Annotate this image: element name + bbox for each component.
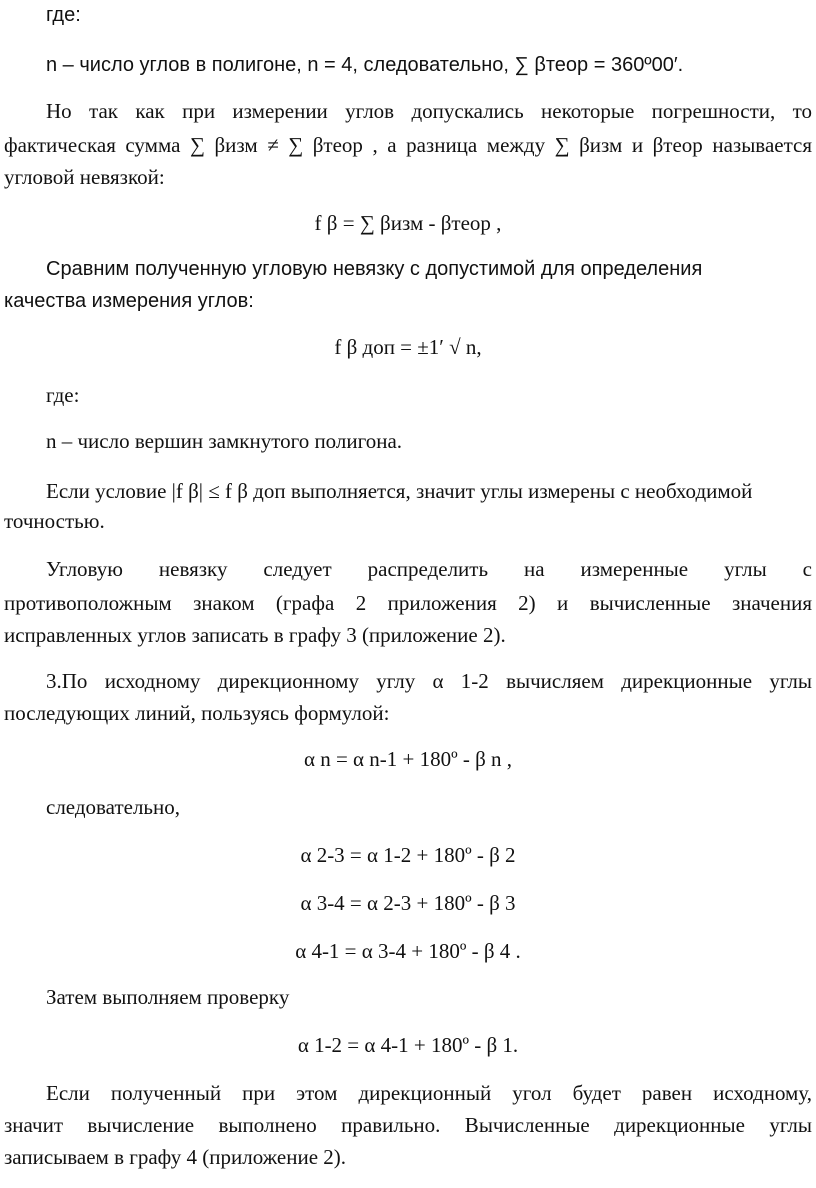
- paragraph-vertex-count: n – число вершин замкнутого полигона.: [46, 429, 403, 453]
- formula-angular-misclosure: f β = ∑ βизм - βтеор ,: [314, 211, 502, 235]
- paragraph-compare-line-2: качества измерения углов:: [4, 290, 254, 312]
- where-label-2: где:: [46, 383, 80, 407]
- paragraph-directional-line-2: последующих линий, пользуясь формулой:: [4, 701, 390, 725]
- paragraph-distribute-line-2: противоположным знаком (графа 2 приложения 2) и вычисленные значения: [4, 591, 812, 615]
- paragraph-angle-count: n – число углов в полигоне, n = 4, следовательно, ∑ βтеор = 360º00′.: [46, 54, 684, 76]
- formula-alpha-3-4: α 3-4 = α 2-3 + 180º - β 3: [300, 891, 516, 915]
- formula-alpha-4-1: α 4-1 = α 3-4 + 180º - β 4 .: [295, 939, 521, 963]
- formula-alpha-1-2-check: α 1-2 = α 4-1 + 180º - β 1.: [297, 1033, 519, 1057]
- formula-alpha-2-3: α 2-3 = α 1-2 + 180º - β 2: [300, 843, 516, 867]
- formula-allowable-misclosure: f β доп = ±1′ √ n,: [334, 335, 482, 359]
- paragraph-check: Затем выполняем проверку: [46, 985, 290, 1009]
- paragraph-condition-line-2: точностью.: [4, 509, 105, 533]
- paragraph-measurement-line-3: угловой невязкой:: [4, 165, 165, 189]
- paragraph-result-line-1: Если полученный при этом дирекционный угол будет равен исходному,: [46, 1081, 812, 1105]
- paragraph-result-line-2: значит вычисление выполнено правильно. Вычисленные дирекционные углы: [4, 1113, 812, 1137]
- where-label-1: где:: [46, 4, 81, 26]
- paragraph-compare-line-1: Сравним полученную угловую невязку с допустимой для определения: [46, 258, 703, 280]
- paragraph-directional-line-1: 3.По исходному дирекционному углу α 1-2 вычисляем дирекционные углы: [46, 669, 812, 693]
- formula-directional-general: α n = α n-1 + 180º - β n ,: [303, 747, 513, 771]
- paragraph-distribute-line-3: исправленных углов записать в графу 3 (приложение 2).: [4, 623, 506, 647]
- paragraph-measurement-line-2: фактическая сумма ∑ βизм ≠ ∑ βтеор , а разница между ∑ βизм и βтеор называется: [4, 133, 812, 157]
- paragraph-measurement-line-1: Но так как при измерении углов допускались некоторые погрешности, то: [46, 99, 812, 123]
- paragraph-condition-line-1: Если условие |f β| ≤ f β доп выполняется, значит углы измерены с необходимой: [46, 479, 753, 503]
- paragraph-distribute-line-1: Угловую невязку следует распределить на измеренные углы с: [46, 557, 812, 581]
- paragraph-therefore: следовательно,: [46, 795, 180, 819]
- paragraph-result-line-3: записываем в графу 4 (приложение 2).: [4, 1145, 347, 1169]
